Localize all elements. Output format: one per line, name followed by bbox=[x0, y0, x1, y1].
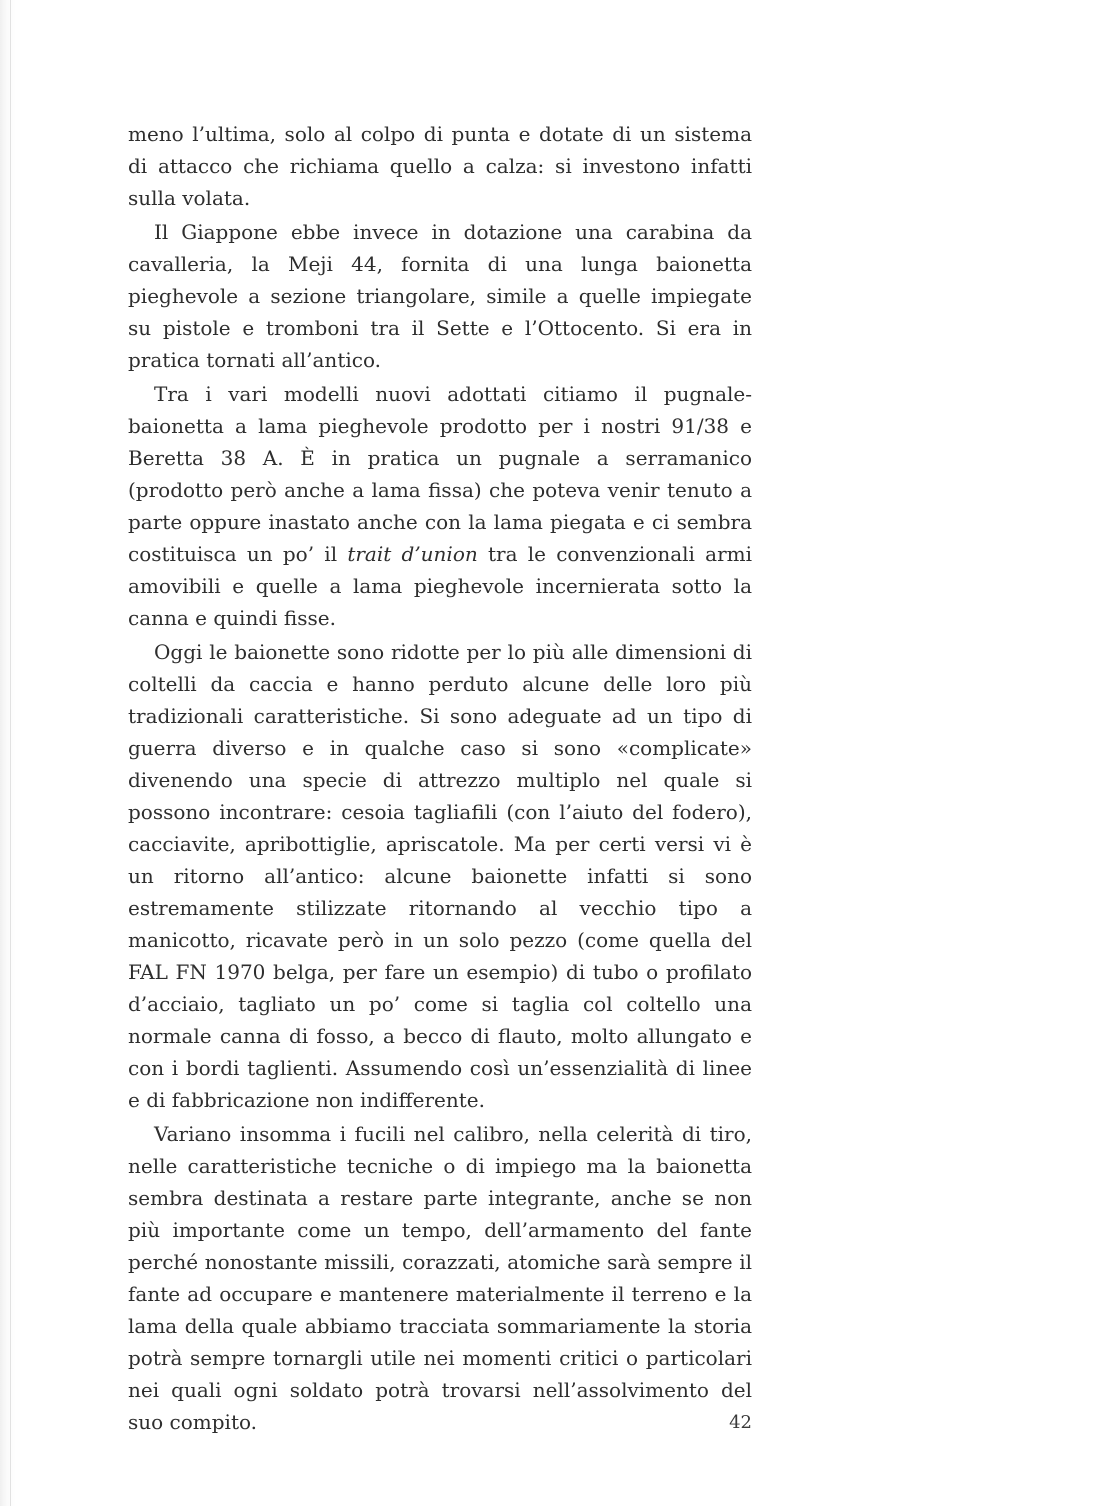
italic-phrase: trait d’union bbox=[347, 542, 478, 566]
scan-edge-shadow bbox=[0, 0, 16, 1506]
text-run: Il Giappone ebbe invece in dotazione una carabina da cavalleria, la Meji 44, fornita di una lunga baionetta pieghevole a sezione triangolare, simile a quelle impiegate su pistole e tromboni tra il Sette e l’Ottocento. Si era in pratica tornati all’antico. bbox=[128, 220, 752, 372]
scan-edge-line bbox=[10, 0, 11, 1506]
body-text bbox=[128, 118, 752, 1440]
paragraph bbox=[128, 1118, 752, 1438]
paragraph bbox=[128, 378, 752, 634]
text-run: Oggi le baionette sono ridotte per lo più alle dimensioni di coltelli da caccia e hanno perduto alcune delle loro più tradizionali caratteristiche. Si sono adeguate ad un tipo di guerra diverso e in qualche caso si sono «complicate» divenendo una specie di attrezzo multiplo nel quale si possono incontrare: cesoia tagliafili (con l’aiuto del fodero), cacciavite, apribottiglie, apriscatole. Ma per certi versi vi è un ritorno all’antico: alcune baionette infatti si sono estremamente stilizzate ritornando al vecchio tipo a manicotto, ricavate però in un solo pezzo (come quella del FAL FN 1970 belga, per fare un esempio) di tubo o profilato d’acciaio, tagliato un po’ come si taglia col coltello una normale canna di fosso, a becco di flauto, molto allungato e con i bordi taglienti. Assumendo così un’essenzialità di linee e di fabbricazione non indifferente. bbox=[128, 640, 752, 1112]
paragraph bbox=[128, 636, 752, 1116]
text-run: Variano insomma i fucili nel calibro, nella celerità di tiro, nelle caratteristiche tecniche o di impiego ma la baionetta sembra destinata a restare parte integrante, anche se non più importante come un tempo, dell’armamento del fante perché nonostante missili, corazzati, atomiche sarà sempre il fante ad occupare e mantenere materialmente il terreno e la lama della quale abbiamo tracciata sommariamente la storia potrà sempre tornargli utile nei momenti critici o particolari nei quali ogni soldato potrà trovarsi nell’assolvimento del suo compito. bbox=[128, 1122, 752, 1434]
text-run: Tra i vari modelli nuovi adottati citiamo il pugnale-baionetta a lama pieghevole prodotto per i nostri 91/38 e Beretta 38 A. È in pratica un pugnale a serramanico (prodotto però anche a lama fissa) che poteva venir tenuto a parte oppure inastato anche con la lama piegata e ci sembra costituisca un po’ il bbox=[128, 382, 752, 566]
paragraph bbox=[128, 118, 752, 214]
text-run: tra le convenzionali armi amovibili e quelle a lama pieghevole incernierata sotto la canna e quindi fisse. bbox=[128, 542, 752, 630]
page-number: 42 bbox=[729, 1412, 752, 1433]
text-run: meno l’ultima, solo al colpo di punta e dotate di un sistema di attacco che richiama quello a calza: si investono infatti sulla volata. bbox=[128, 122, 752, 210]
paragraph bbox=[128, 216, 752, 376]
